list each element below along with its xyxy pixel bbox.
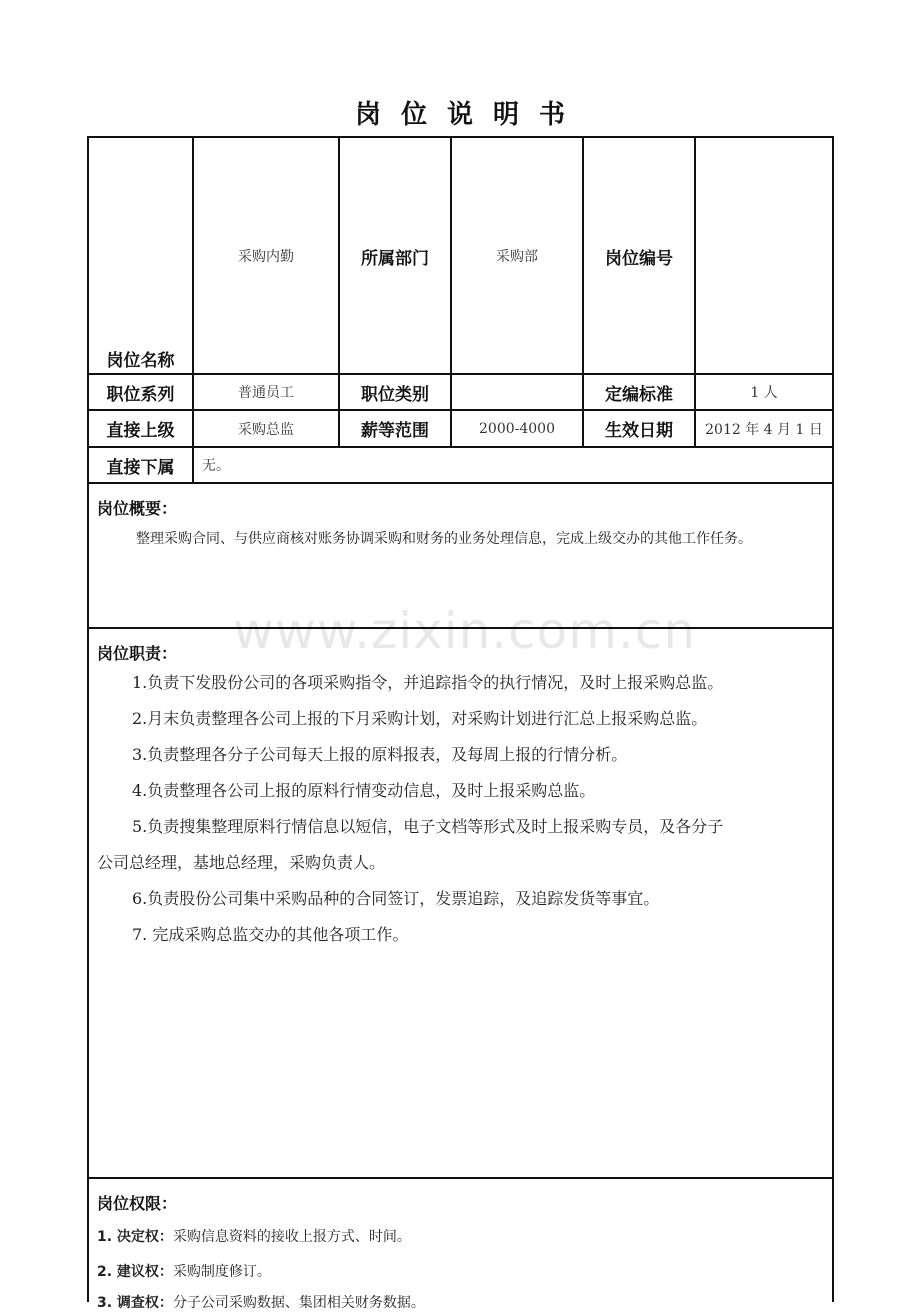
duty-item: 6.负责股份公司集中采购品种的合同签订，发票追踪，及追踪发货等事宜。 xyxy=(132,889,660,908)
duties-heading: 岗位职责： xyxy=(97,644,178,663)
effective-date-label: 生效日期 xyxy=(605,421,673,441)
duty-item: 1.负责下发股份公司的各项采购指令，并追踪指令的执行情况，及时上报采购总监。 xyxy=(132,673,724,692)
watermark: www.zixin.com.cn xyxy=(233,602,697,660)
position-no-value xyxy=(696,138,832,373)
authority-item-label: 1. 决定权： xyxy=(97,1229,173,1245)
page-title: 岗位说明书 xyxy=(354,100,585,130)
authority-item-label: 3. 调查权： xyxy=(97,1295,173,1311)
authority-item-text: 采购制度修订。 xyxy=(172,1264,271,1280)
superior-value: 采购总监 xyxy=(238,421,294,438)
authority-heading: 岗位权限： xyxy=(97,1194,178,1213)
subordinate-label: 直接下属 xyxy=(106,457,175,478)
series-label: 职位系列 xyxy=(106,384,175,405)
salary-label: 薪等范围 xyxy=(361,421,429,441)
authority-item xyxy=(97,1292,425,1312)
effective-date-value: 2012 年 4 月 1 日 xyxy=(705,421,823,438)
department-label: 所属部门 xyxy=(361,249,429,269)
row-divider xyxy=(87,446,834,448)
authority-item-label: 2. 建议权： xyxy=(97,1264,173,1280)
headcount-label: 定编标准 xyxy=(605,384,673,405)
duty-item: 2.月末负责整理各公司上报的下月采购计划，对采购计划进行汇总上报采购总监。 xyxy=(132,709,708,728)
salary-value: 2000-4000 xyxy=(479,420,555,437)
authority-item xyxy=(97,1226,411,1246)
duty-item: 3.负责整理各分子公司每天上报的原料报表，及每周上报的行情分析。 xyxy=(132,745,628,764)
category-value xyxy=(452,375,582,409)
duty-item: 5.负责搜集整理原料行情信息以短信，电子文档等形式及时上报采购专员，及各分子 xyxy=(132,817,724,836)
position-no-label: 岗位编号 xyxy=(605,249,673,269)
row-divider xyxy=(87,482,834,484)
series-value: 普通员工 xyxy=(238,385,294,401)
category-label: 职位类别 xyxy=(361,384,429,405)
section-divider xyxy=(87,1177,834,1179)
duty-item: 公司总经理，基地总经理，采购负责人。 xyxy=(97,853,386,872)
authority-item xyxy=(97,1261,271,1281)
duty-item: 7. 完成采购总监交办的其他各项工作。 xyxy=(132,925,409,944)
position-name-label: 岗位名称 xyxy=(106,351,175,371)
summary-text: 整理采购合同、与供应商核对账务协调采购和财务的业务处理信息，完成上级交办的其他工作任务。 xyxy=(136,531,752,547)
department-value: 采购部 xyxy=(496,249,538,265)
position-name-value: 采购内勤 xyxy=(238,249,294,265)
authority-item-text: 采购信息资料的接收上报方式、时间。 xyxy=(172,1229,411,1245)
superior-label: 直接上级 xyxy=(106,421,175,441)
authority-item-text: 分子公司采购数据、集团相关财务数据。 xyxy=(172,1295,425,1311)
headcount-value: 1 人 xyxy=(750,385,778,401)
subordinate-value: 无。 xyxy=(202,458,230,474)
duty-item: 4.负责整理各公司上报的原料行情变动信息，及时上报采购总监。 xyxy=(132,781,596,800)
summary-heading: 岗位概要： xyxy=(97,499,178,518)
